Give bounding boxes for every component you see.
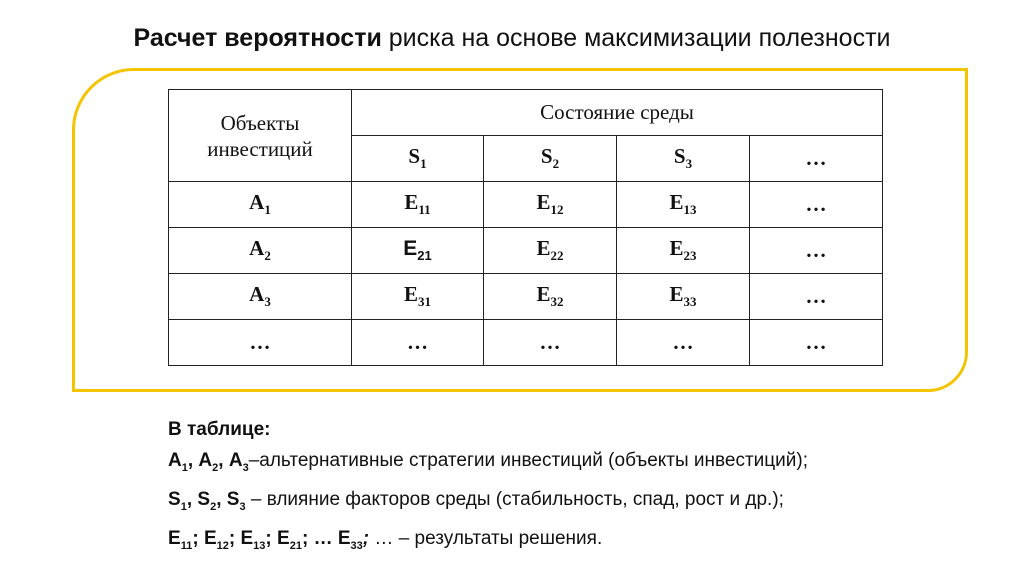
legend-heading: В таблице: — [168, 419, 271, 440]
table-row — [169, 228, 883, 274]
result-cell: $E_{23}$ — [617, 228, 750, 274]
result-cell: $E_{11}$ — [352, 182, 484, 228]
slide-title — [0, 22, 1024, 54]
result-cell: $E_{33}$ — [617, 274, 750, 320]
legend-line2-text: – влияние факторов среды (стабильность, спад, рост и др.); — [250, 488, 784, 510]
header-objects: Объекты инвестиций — [169, 90, 352, 182]
result-cell: $E_{12}$ — [484, 182, 617, 228]
header-state: Состояние среды — [352, 90, 883, 136]
title-rest: риска на основе максимизации полезности — [388, 24, 891, 52]
table-header-row — [169, 90, 883, 136]
result-cell: $E_{13}$ — [617, 182, 750, 228]
ellipsis-cell: … — [750, 320, 883, 366]
state-cell: $S_3$ — [617, 136, 750, 182]
ellipsis-cell: … — [750, 228, 883, 274]
table-row — [169, 320, 883, 366]
legend-line-results: $E_{11}$; $E_{12}$; $E_{13}$; $E_{21}$; … $E_{33}$; … – результаты решения. — [168, 527, 603, 552]
ellipsis-cell: … — [750, 274, 883, 320]
result-cell: $E_{32}$ — [484, 274, 617, 320]
row-label: $A_2$ — [169, 228, 352, 274]
legend — [168, 414, 988, 561]
state-cell: $S_2$ — [484, 136, 617, 182]
ellipsis-cell: … — [750, 182, 883, 228]
ellipsis-cell: … — [617, 320, 750, 366]
table-row — [169, 274, 883, 320]
result-cell: $E_{31}$ — [352, 274, 484, 320]
ellipsis-cell: … — [484, 320, 617, 366]
result-cell: $E_{21}$ — [352, 228, 484, 274]
ellipsis-cell: … — [352, 320, 484, 366]
table-row — [169, 182, 883, 228]
legend-line1-text: –альтернативные стратегии инвестиций (объекты инвестиций); — [248, 450, 809, 471]
legend-line-states: $S_1$, $S_2$, $S_3$ – влияние факторов среды (стабильность, спад, рост и др.); — [168, 488, 784, 513]
state-ellipsis: … — [750, 136, 883, 182]
legend-line3-text: … – результаты решения. — [374, 527, 603, 549]
ellipsis-cell: … — [169, 320, 352, 366]
row-label: $A_3$ — [169, 274, 352, 320]
legend-line-strategies: $A_1$, $A_2$, $A_3$–альтернативные стратегии инвестиций (объекты инвестиций); — [168, 450, 809, 474]
row-label: $A_1$ — [169, 182, 352, 228]
title-bold: Расчет вероятности — [133, 24, 382, 52]
state-cell: $S_1$ — [352, 136, 484, 182]
decision-table — [168, 89, 883, 366]
result-cell: $E_{22}$ — [484, 228, 617, 274]
